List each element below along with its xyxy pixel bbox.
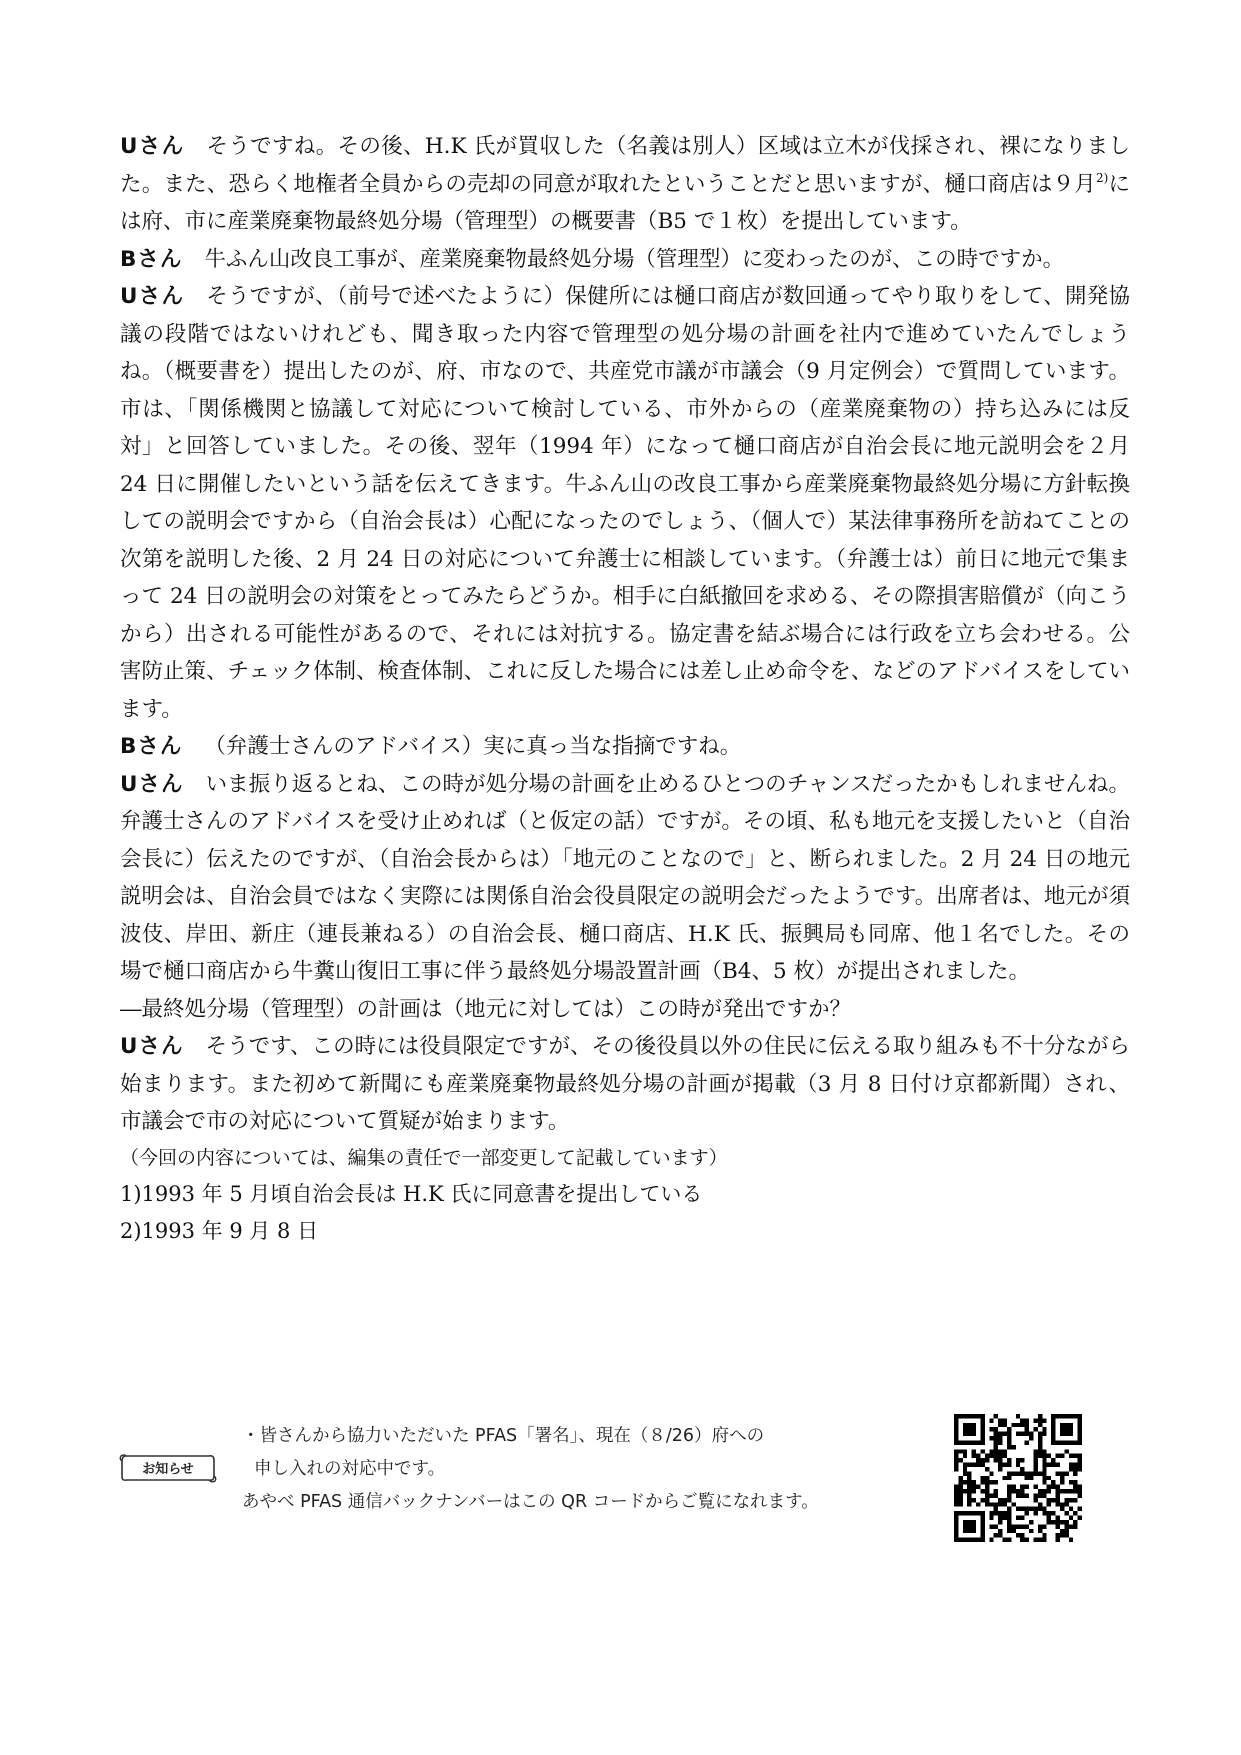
dialogue-paragraph (120, 728, 1130, 766)
footnote-ref: 2) (1095, 170, 1109, 185)
notice-line: あやべ PFAS 通信バックナンバーはこの QR コードからご覧になれます。 (242, 1492, 819, 1512)
speaker-label: Uさん (120, 1034, 184, 1059)
notice-line: 申し入れの対応中です。 (254, 1459, 446, 1479)
footnote: 2)1993 年 9 月 8 日 (120, 1219, 319, 1243)
notice-badge-label: お知らせ (142, 1462, 194, 1477)
notice-box (118, 1420, 1128, 1570)
speaker-label: Uさん (120, 771, 184, 797)
footnote: 1)1993 年 5 月頃自治会長は H.K 氏に同意書を提出している (120, 1181, 703, 1206)
notice-text (242, 1420, 962, 1519)
paragraph-text: そうですね。その後、H.K 氏が買収した（名義は別人）区域は立木が伐採され、裸になりました。また、恐らく地権者全員からの売却の同意が取れたということだと思いますが、樋口商店は９月 (120, 134, 1130, 197)
interviewer-question (120, 991, 1130, 1029)
qr-code-icon[interactable] (954, 1414, 1082, 1542)
speaker-label: Uさん (120, 134, 185, 159)
notice-badge-icon (118, 1450, 218, 1484)
speaker-label: Bさん (120, 246, 183, 272)
dialogue-paragraph (120, 128, 1130, 241)
paragraph-text: そうですが、（前号で述べたように）保健所には樋口商店が数回通ってやり取りをして、開発協議の段階ではないけれども、聞き取った内容で管理型の処分場の計画を社内で進めていたんでしょうね。（概要書を）提出したのが、府、市なので、共産党市議が市議会（9 月定例会）で質問しています。市は、「関係機関と協議して対応について検討している、市外からの（産業廃棄物の）持ち込みには反対」と回答していました。その後、翌年（1994 年）になって樋口商店が自治会長に地元説明会を２月 24 日に開催したいという話を伝えてきます。牛ふん山の改良工事から産業廃棄物最終処分場に方針転換しての説明会ですから（自治会長は）心配になったのでしょう、（個人で）某法律事務所を訪ねてことの次第を説明した後、2 月 24 日の対応について弁護士に相談しています。（弁護士は）前日に地元で集まって 24 日の説明会の対策をとってみたらどうか。相手に白紙撤回を求める、その際損害賠償が（向こうから）出される可能性があるので、それには対抗する。協定書を結ぶ場合には行政を立ち会わせる。公害防止策、チェック体制、検査体制、これに反した場合には差し止め命令を、などのアドバイスをしています。 (120, 284, 1130, 722)
paragraph-text: ―最終処分場（管理型）の計画は（地元に対しては）この時が発出ですか？ (120, 996, 852, 1022)
paragraph-text: そうです、この時には役員限定ですが、その後役員以外の住民に伝える取り組みも不十分ながら始まります。また初めて新聞にも産業廃棄物最終処分場の計画が掲載（3 月 8 日付け京都新聞）され、市議会で市の対応について質疑が始まります。 (120, 1034, 1130, 1134)
dialogue-paragraph (120, 1028, 1130, 1141)
dialogue-paragraph (120, 241, 1130, 279)
article-body (120, 128, 1130, 1251)
paragraph-text: （弁護士さんのアドバイス）実に真っ当な指摘ですね。 (204, 734, 742, 759)
speaker-label: Bさん (120, 734, 183, 759)
dialogue-paragraph (120, 766, 1130, 991)
speaker-label: Uさん (120, 284, 185, 309)
paragraph-text: 牛ふん山改良工事が、産業廃棄物最終処分場（管理型）に変わったのが、この時ですか。 (204, 246, 1065, 272)
notice-line: ・皆さんから協力いただいた PFAS「署名」、現在（８/26）府への (242, 1426, 765, 1446)
paragraph-text: には府、市に産業廃棄物最終処分場（管理型）の概要書（B5 で１枚）を提出しています。 (120, 171, 1130, 234)
paragraph-text: いま振り返るとね、この時が処分場の計画を止めるひとつのチャンスだったかもしれませんね。弁護士さんのアドバイスを受け止めれば（と仮定の話）ですが。その頃、私も地元を支援したいと（自治会長に）伝えたのですが、（自治会長からは）「地元のことなので」と、断られました。2 月 24 日の地元説明会は、自治会員ではなく実際には関係自治会役員限定の説明会だったようです。出席者は、地元が須波伎、岸田、新庄（連長兼ねる）の自治会長、樋口商店、H.K 氏、振興局も同席、他１名でした。その場で樋口商店から牛糞山復旧工事に伴う最終処分場設置計画（B4、5 枚）が提出されました。 (120, 771, 1130, 984)
dialogue-paragraph (120, 278, 1130, 728)
editor-note: （今回の内容については、編集の責任で一部変更して記載しています） (120, 1146, 728, 1169)
